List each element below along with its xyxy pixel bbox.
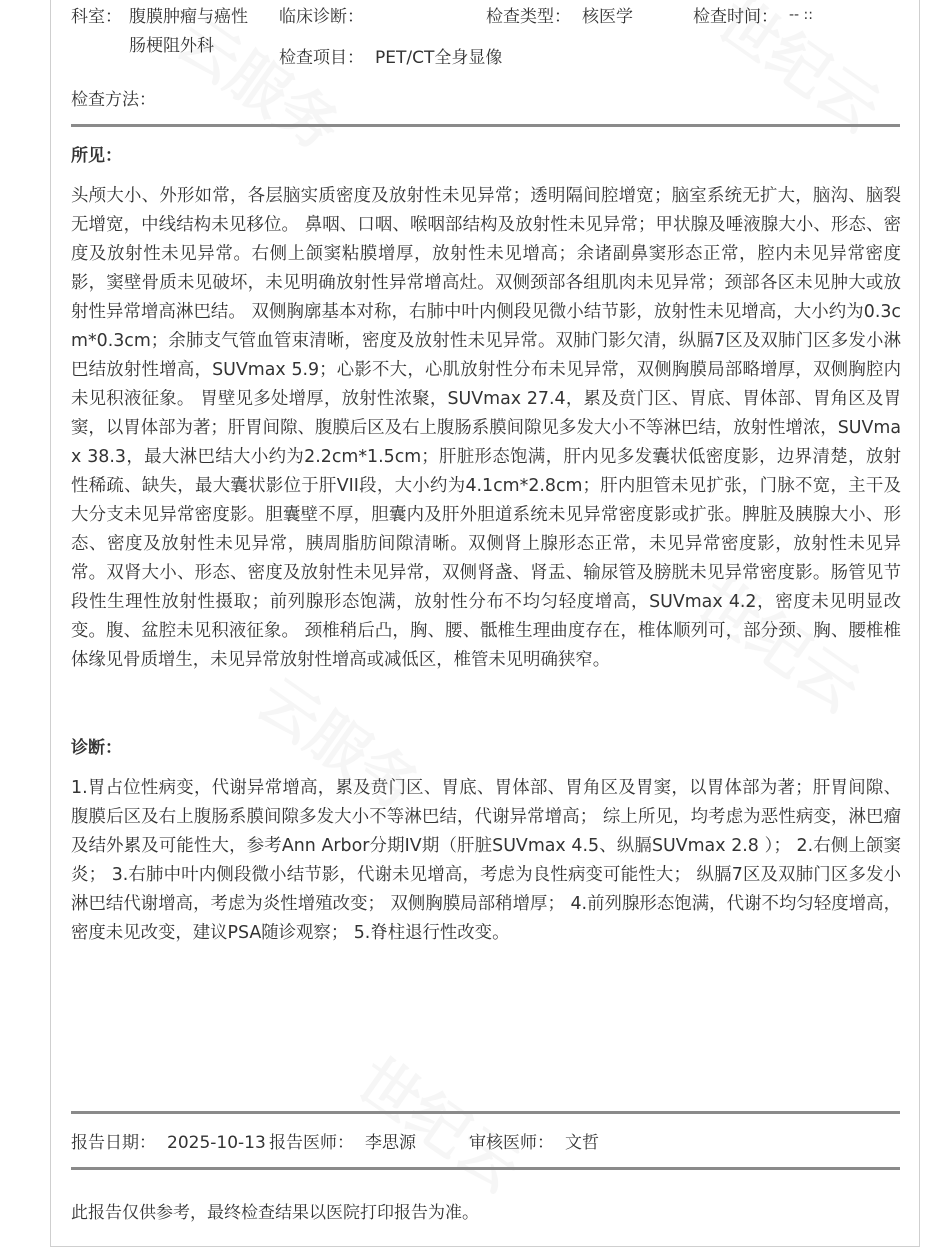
diagnosis-title: 诊断： — [71, 738, 122, 758]
report-date-value: 2025-10-13 — [167, 1133, 266, 1153]
dept-value-line2: 肠梗阻外科 — [129, 36, 214, 56]
report-date-label: 报告日期： — [71, 1133, 156, 1153]
findings-title: 所见： — [71, 146, 122, 166]
exam-item-value: PET/CT全身显像 — [375, 48, 503, 68]
exam-method-label: 检查方法： — [71, 90, 156, 110]
report-doctor-value: 李思源 — [365, 1133, 416, 1153]
findings-text: 头颅大小、外形如常，各层脑实质密度及放射性未见异常；透明隔间腔增宽；脑室系统无扩大，脑沟、脑裂无增宽，中线结构未见移位。 鼻咽、口咽、喉咽部结构及放射性未见异常；甲状腺及唾液腺大小、形态、密度及放射性未见异常。右侧上颌窦粘膜增厚，放射性未见增高；余诸副鼻窦形态正常，腔内未见异常密度影，窦壁骨质未见破坏，未见明确放射性异常增高灶。双侧颈部各组肌肉未见异常；颈部各区未见肿大或放射性异常增高淋巴结。 双侧胸廓基本对称，右肺中叶内侧段见微小结节影，放射性未见增高，大小约为0.3cm*0.3cm；余肺支气管血管束清晰，密度及放射性未见异常。双肺门影欠清，纵膈7区及双肺门区多发小淋巴结放射性增高，SUVmax 5.9；心影不大，心肌放射性分布未见异常，双侧胸膜局部略增厚，双侧胸腔内未见积液征象。 胃壁见多处增厚，放射性浓聚，SUVmax 27.4，累及贲门区、胃底、胃体部、胃角区及胃窦，以胃体部为著；肝胃间隙、腹膜后区及右上腹肠系膜间隙见多发大小不等淋巴结，放射性增浓，SUVmax 38.3，最大淋巴结大小约为2.2cm*1.5cm；肝脏形态饱满，肝内见多发囊状低密度影，边界清楚，放射性稀疏、缺失，最大囊状影位于肝VII段，大小约为4.1cm*2.8cm；肝内胆管未见扩张，门脉不宽，主干及大分支未见异常密度影。胆囊壁不厚，胆囊内及肝外胆道系统未见异常密度影或扩张。脾脏及胰腺大小、形态、密度及放射性未见异常，胰周脂肪间隙清晰。双侧肾上腺形态正常，未见异常密度影，放射性未见异常。双肾大小、形态、密度及放射性未见异常，双侧肾盏、肾盂、输尿管及膀胱未见异常密度影。肠管见节段性生理性放射性摄取；前列腺形态饱满，放射性分布不均匀轻度增高，SUVmax 4.2，密度未见明显改变。腹、盆腔未见积液征象。 颈椎稍后凸，胸、腰、骶椎生理曲度存在，椎体顺列可，部分颈、胸、腰椎椎体缘见骨质增生，未见异常放射性增高或减低区，椎管未见明确狭窄。 — [71, 186, 901, 670]
review-doctor-value: 文哲 — [565, 1133, 599, 1153]
clinical-diagnosis-label: 临床诊断： — [279, 7, 364, 27]
exam-type-label: 检查类型： — [486, 7, 571, 27]
divider — [71, 1111, 900, 1114]
exam-time-value: -- :: — [789, 7, 813, 23]
report-doctor-label: 报告医师： — [269, 1133, 354, 1153]
report-sheet — [50, 0, 920, 1247]
watermark — [343, 1034, 540, 1208]
dept-value-line1: 腹膜肿瘤与癌性 — [129, 7, 248, 27]
diagnosis-text: 1.胃占位性病变，代谢异常增高，累及贲门区、胃底、胃体部、胃角区及胃窦，以胃体部为著；肝胃间隙、腹膜后区及右上腹肠系膜间隙多发大小不等淋巴结，代谢异常增高； 综上所见，均考虑为恶性病变，淋巴瘤及结外累及可能性大，参考Ann Arbor分期IV期（肝脏SUVmax 4.5、纵膈SUVmax 2.8 ）； 2.右侧上颌窦炎； 3.右肺中叶内侧段微小结节影，代谢未见增高，考虑为良性病变可能性大； 纵膈7区及双肺门区多发小淋巴结代谢增高，考虑为炎性增殖改变； 双侧胸膜局部稍增厚； 4.前列腺形态饱满，代谢不均匀轻度增高，密度未见改变，建议PSA随诊观察； 5.脊柱退行性改变。 — [71, 778, 901, 943]
divider — [71, 124, 900, 127]
review-doctor-label: 审核医师： — [469, 1133, 554, 1153]
exam-item-label: 检查项目： — [279, 48, 364, 68]
exam-time-label: 检查时间： — [693, 7, 778, 27]
disclaimer-text: 此报告仅供参考，最终检查结果以医院打印报告为准。 — [71, 1203, 479, 1223]
exam-type-value: 核医学 — [582, 7, 633, 27]
divider — [71, 1167, 900, 1170]
dept-label: 科室： — [71, 7, 122, 27]
